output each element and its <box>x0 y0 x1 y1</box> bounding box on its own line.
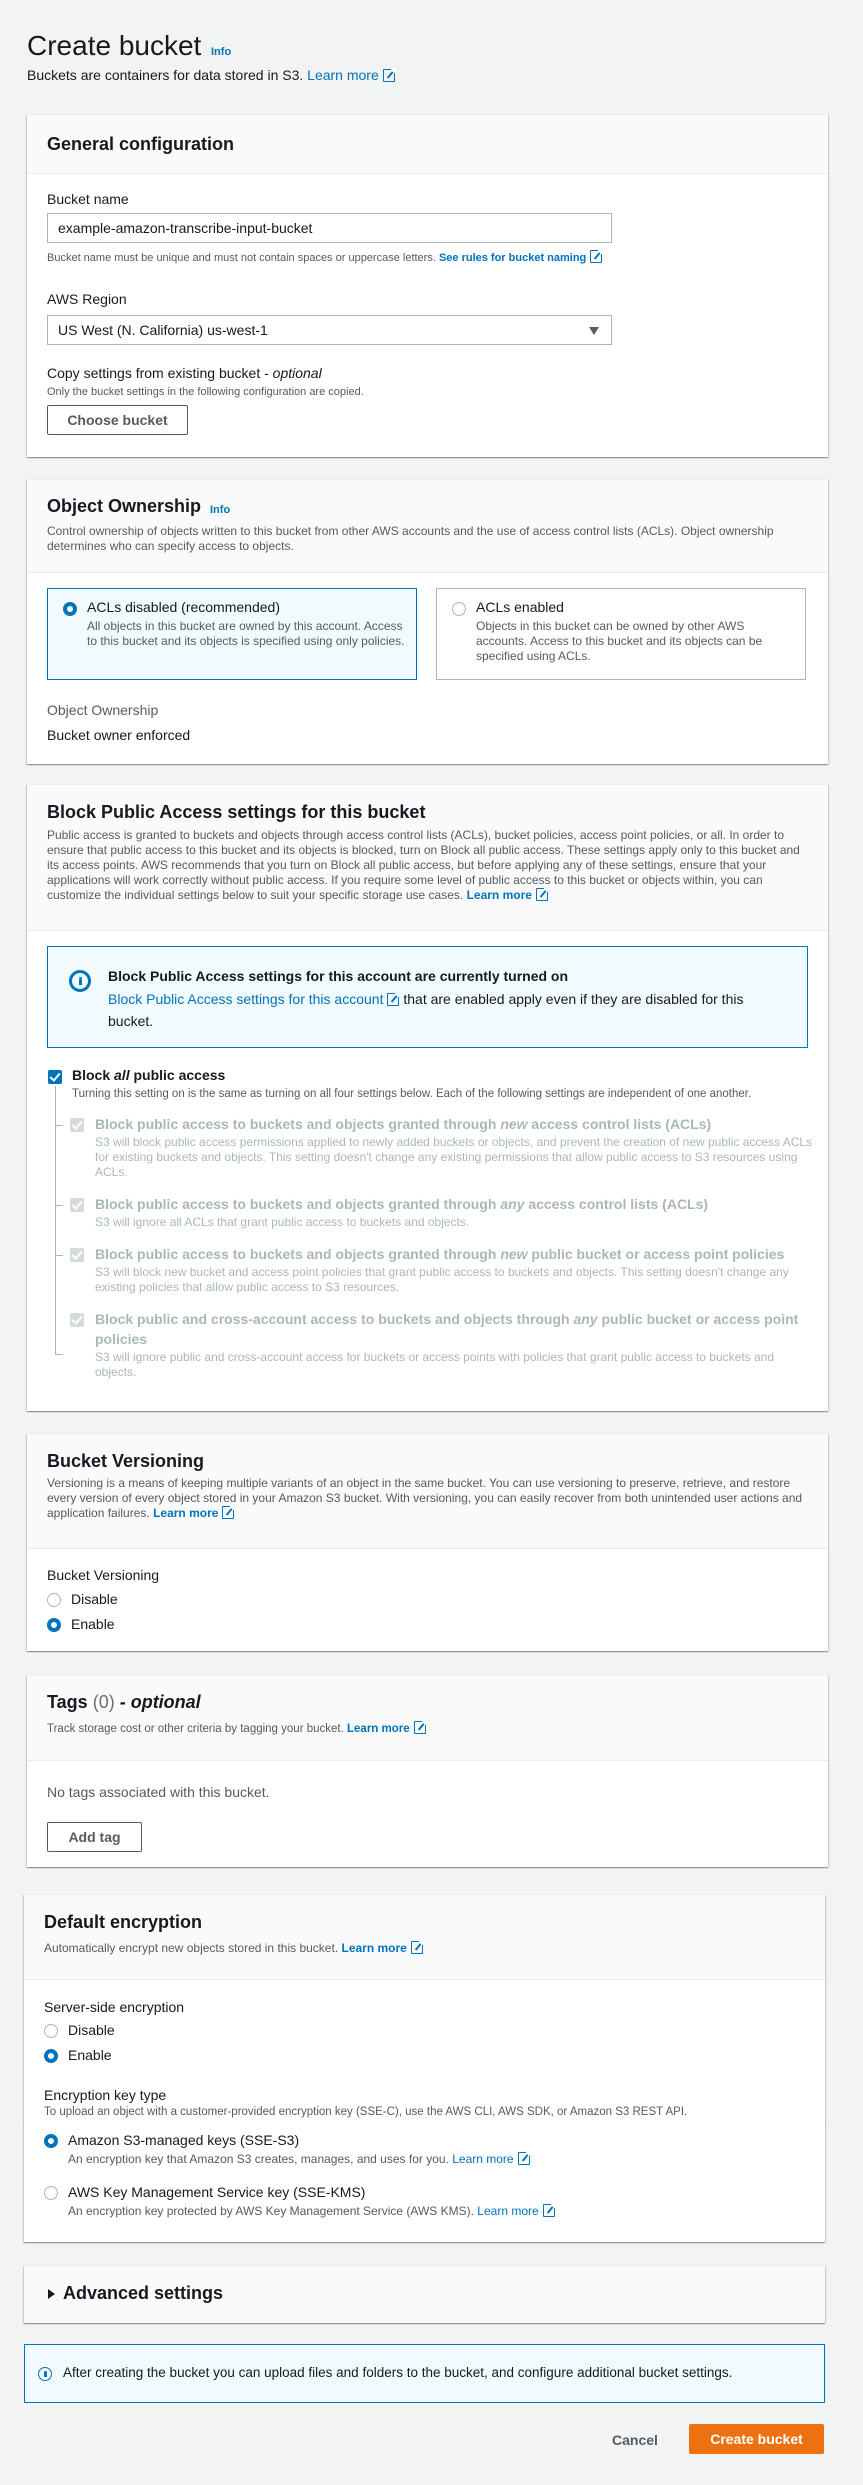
radio-unselected-icon <box>452 602 466 616</box>
acls-enabled-tile[interactable] <box>436 588 806 680</box>
section-description <box>47 1721 426 1737</box>
ownership-field-label: Object Ownership <box>47 702 159 718</box>
default-encryption-panel <box>24 1894 825 2123</box>
learn-more-label: Learn more <box>477 2204 539 2218</box>
copy-settings-hint: Only the bucket settings in the following configuration are copied. <box>47 386 364 398</box>
alert-body <box>108 988 788 1032</box>
external-link-icon <box>222 1506 234 1519</box>
sse-disable-radio[interactable] <box>44 2024 58 2038</box>
versioning-disable-radio[interactable] <box>47 1593 61 1607</box>
sub-option-title <box>95 1244 815 1264</box>
bucket-naming-rules-link[interactable] <box>439 252 602 264</box>
key-option-label: Amazon S3-managed keys (SSE-S3) <box>68 2132 300 2148</box>
page-info-link[interactable]: Info <box>211 46 232 58</box>
panel-header <box>27 1676 828 1761</box>
panel-header <box>27 1434 828 1549</box>
caret-right-icon <box>48 2289 55 2299</box>
tags-learn-more-link[interactable] <box>347 1723 426 1735</box>
title-pre: Block public access to buckets and objects granted through <box>95 1246 501 1262</box>
optional-label: optional <box>272 365 322 381</box>
sub-option-checkbox[interactable] <box>70 1313 84 1327</box>
tile-description: All objects in this bucket are owned by this account. Access to this bucket and its objects is specified using only policies. <box>87 619 405 648</box>
key-type-hint: To upload an object with a customer-provided encryption key (SSE-C), use the AWS CLI, AWS SDK, or Amazon S3 REST API. <box>44 2106 688 2118</box>
key-option-description <box>68 2152 530 2167</box>
info-icon <box>38 2367 52 2381</box>
choose-bucket-button[interactable]: Choose bucket <box>47 405 188 435</box>
external-link-icon <box>383 69 395 82</box>
sse-kms-learn-more-link[interactable] <box>477 2204 554 2218</box>
info-icon <box>69 970 91 992</box>
block-all-description: Turning this setting on is the same as turning on all four settings below. Each of the following settings are independent of one another. <box>72 1088 752 1100</box>
description-text: Public access is granted to buckets and objects through access control lists (ACLs), bucket policies, access point policies, or all. In order to ensure that public access to this bucket and its objects is blocked, turn on Block all public access. These settings apply only to this bucket and its access points. AWS recommends that you turn on Block all public access, but before applying any of these settings, ensure that your applications will work correctly without public access. If you require some level of public access to this bucket or objects within, you can customize the individual settings below to suit your specific storage use cases. <box>47 828 800 902</box>
sse-s3-radio[interactable] <box>44 2134 58 2148</box>
section-description <box>47 1476 812 1521</box>
external-link-icon <box>543 2204 555 2217</box>
block-all-label <box>72 1067 225 1083</box>
section-description <box>47 828 812 903</box>
bucket-name-label: Bucket name <box>47 191 129 207</box>
no-tags-text: No tags associated with this bucket. <box>47 1784 270 1800</box>
learn-more-label: Learn more <box>466 888 532 902</box>
panel-header <box>27 785 828 931</box>
external-link-icon <box>518 2152 530 2165</box>
description-text: An encryption key protected by AWS Key Management Service (AWS KMS). <box>68 2204 474 2218</box>
page-subtitle-text: Buckets are containers for data stored in S3. <box>27 67 304 83</box>
block-all-checkbox[interactable] <box>48 1070 62 1084</box>
key-type-label: Encryption key type <box>44 2087 167 2103</box>
tree-branch <box>55 1354 63 1355</box>
bucket-name-input[interactable]: example-amazon-transcribe-input-bucket <box>47 213 612 243</box>
advanced-settings-title: Advanced settings <box>63 2283 224 2303</box>
learn-more-label: Learn more <box>347 1723 410 1735</box>
section-title: Object Ownership <box>47 496 202 516</box>
tile-description: Objects in this bucket can be owned by other AWS accounts. Access to this bucket and its objects can be specified using ACLs. <box>476 619 763 663</box>
encryption-learn-more-link[interactable] <box>341 1941 422 1955</box>
sub-option-description: S3 will block new bucket and access point policies that grant public access to buckets and objects. This setting doesn't change any existing policies that allow public access to S3 resources. <box>95 1265 789 1294</box>
radio-selected-icon <box>63 602 77 616</box>
tags-title: Tags <box>47 1692 88 1712</box>
versioning-learn-more-link[interactable] <box>153 1506 234 1520</box>
page-subtitle <box>27 67 395 83</box>
bucket-name-hint-text: Bucket name must be unique and must not contain spaces or uppercase letters. <box>47 252 436 264</box>
copy-settings-label <box>47 365 322 381</box>
description-text: Automatically encrypt new objects stored in this bucket. <box>44 1941 339 1955</box>
radio-label: Disable <box>71 1591 118 1607</box>
panel-header <box>24 1895 825 1980</box>
learn-more-label: Learn more <box>307 67 379 83</box>
panel-header <box>27 115 828 174</box>
radio-label: Enable <box>71 1616 115 1632</box>
bpa-learn-more-link[interactable] <box>467 888 548 902</box>
tree-line <box>55 1086 56 1354</box>
bucket-name-hint <box>47 250 602 266</box>
account-bpa-alert <box>47 946 808 1048</box>
tile-label: ACLs disabled (recommended) <box>87 599 280 615</box>
section-description: Control ownership of objects written to this bucket from other AWS accounts and the use of access control lists (ACLs). Object ownership determines who can specify access to objects. <box>47 524 774 553</box>
alert-title: Block Public Access settings for this account are currently turned on <box>108 968 569 984</box>
section-title: Default encryption <box>44 1912 203 1932</box>
encryption-key-options <box>24 2122 825 2242</box>
copy-settings-text: Copy settings from existing bucket - <box>47 365 273 381</box>
title-pre: Block public access to buckets and objects granted through <box>95 1196 501 1212</box>
sub-option-description: S3 will ignore public and cross-account access for buckets or access points with policies that grant public access to buckets and objects. <box>95 1350 775 1379</box>
external-link-icon <box>387 993 399 1006</box>
object-ownership-panel <box>27 479 828 764</box>
title-post: access control lists (ACLs) <box>527 1116 712 1132</box>
footer-info-text: After creating the bucket you can upload files and folders to the bucket, and configure additional bucket settings. <box>63 2365 733 2380</box>
title-post: public bucket or access point policies <box>95 1311 799 1347</box>
caret-down-icon <box>589 327 599 335</box>
description-text: Track storage cost or other criteria by tagging your bucket. <box>47 1723 344 1735</box>
general-configuration-panel <box>27 114 828 457</box>
key-option-label: AWS Key Management Service key (SSE-KMS) <box>68 2184 366 2200</box>
block-public-access-panel <box>27 784 828 1411</box>
tree-branch <box>55 1205 63 1206</box>
tags-panel <box>27 1675 828 1867</box>
radio-label: Disable <box>68 2022 115 2038</box>
rules-link-label: See rules for bucket naming <box>438 252 587 264</box>
block-all-pre: Block <box>72 1067 115 1083</box>
key-option-description <box>68 2204 555 2219</box>
title-em: new <box>500 1116 528 1132</box>
footer-info-alert <box>24 2344 825 2403</box>
section-title: Block Public Access settings for this bucket <box>47 802 426 822</box>
section-title <box>47 1692 201 1713</box>
section-description <box>44 1941 423 1956</box>
tree-branch <box>55 1255 63 1256</box>
title-em: new <box>500 1246 528 1262</box>
alert-link-label: Block Public Access settings for this account <box>108 991 384 1007</box>
description-text: An encryption key that Amazon S3 creates, manages, and uses for you. <box>68 2152 449 2166</box>
sse-s3-learn-more-link[interactable] <box>452 2152 529 2166</box>
region-value: US West (N. California) us-west-1 <box>58 322 268 338</box>
external-link-icon <box>590 250 602 263</box>
sub-option-checkbox[interactable] <box>70 1118 84 1132</box>
tags-count: (0) <box>92 1692 115 1712</box>
sub-option-title <box>95 1309 815 1349</box>
learn-more-label: Learn more <box>452 2152 514 2166</box>
block-all-post: public access <box>129 1067 226 1083</box>
sub-option-description: S3 will block public access permissions applied to newly added buckets or objects, and prevent the creation of new public access ACLs for existing buckets and objects. This setting doesn't change any existing permissions that allow public access to S3 resources using ACLs. <box>95 1135 813 1179</box>
sub-option-checkbox[interactable] <box>70 1248 84 1262</box>
region-label: AWS Region <box>47 291 127 307</box>
cancel-button[interactable]: Cancel <box>612 2432 658 2448</box>
section-title: Bucket Versioning <box>47 1451 205 1471</box>
tile-label: ACLs enabled <box>476 599 564 615</box>
title-pre: Block public and cross-account access to buckets and objects through <box>95 1311 574 1327</box>
sub-option-title <box>95 1194 815 1214</box>
bucket-versioning-panel <box>27 1433 828 1651</box>
learn-more-label: Learn more <box>153 1506 219 1520</box>
sse-kms-radio[interactable] <box>44 2186 58 2200</box>
tree-branch <box>55 1125 63 1126</box>
page-title: Create bucket <box>27 30 202 61</box>
acls-disabled-tile[interactable] <box>47 588 417 680</box>
ownership-field-value: Bucket owner enforced <box>47 727 191 743</box>
advanced-settings-panel[interactable] <box>24 2265 825 2323</box>
block-all-em: all <box>114 1067 130 1083</box>
title-post: public bucket or access point policies <box>527 1246 785 1262</box>
alert-text: that are enabled apply even if they are disabled for this bucket. <box>108 991 744 1029</box>
sse-enable-radio[interactable] <box>44 2049 58 2063</box>
title-post: access control lists (ACLs) <box>524 1196 709 1212</box>
account-bpa-settings-link[interactable] <box>108 991 399 1007</box>
sub-option-description: S3 will ignore all ACLs that grant public access to buckets and objects. <box>95 1215 470 1229</box>
sub-option-checkbox[interactable] <box>70 1198 84 1212</box>
create-bucket-button[interactable]: Create bucket <box>689 2424 824 2454</box>
sub-option-title <box>95 1114 815 1134</box>
ownership-info-link[interactable]: Info <box>210 504 231 516</box>
tags-optional: - optional <box>114 1692 201 1712</box>
title-em: any <box>573 1311 598 1327</box>
radio-label: Enable <box>68 2047 112 2063</box>
external-link-icon <box>414 1721 426 1734</box>
panel-header <box>27 480 828 573</box>
page-learn-more-link[interactable] <box>307 67 395 83</box>
region-select[interactable] <box>47 315 612 345</box>
title-pre: Block public access to buckets and objects granted through <box>95 1116 501 1132</box>
external-link-icon <box>411 1941 423 1954</box>
versioning-enable-radio[interactable] <box>47 1618 61 1632</box>
add-tag-button[interactable]: Add tag <box>47 1822 142 1852</box>
learn-more-label: Learn more <box>341 1941 407 1955</box>
title-em: any <box>500 1196 525 1212</box>
description-text: Versioning is a means of keeping multiple variants of an object in the same bucket. You can use versioning to preserve, retrieve, and restore every version of every object stored in your Amazon S3 bucket. With versioning, you can easily recover from both unintended user actions and application failures. <box>47 1476 803 1520</box>
versioning-field-label: Bucket Versioning <box>47 1567 160 1583</box>
external-link-icon <box>536 888 548 901</box>
section-title: General configuration <box>47 134 235 154</box>
sse-label: Server-side encryption <box>44 1999 185 2015</box>
